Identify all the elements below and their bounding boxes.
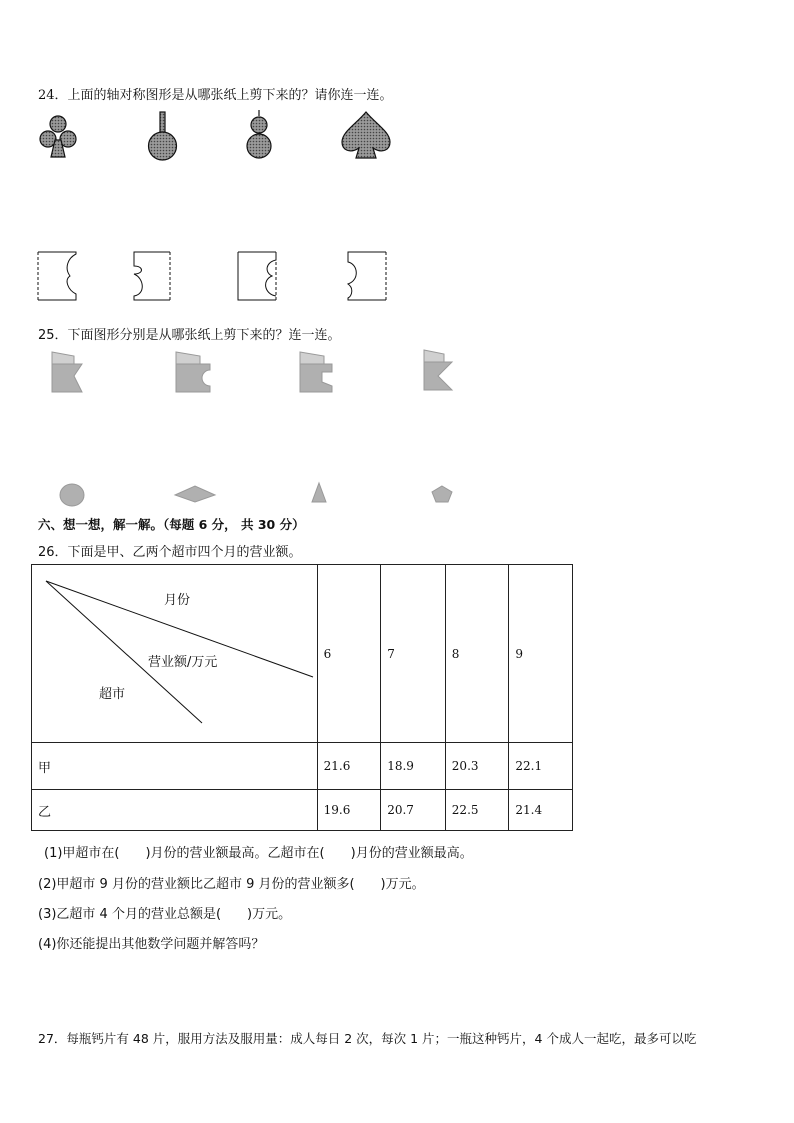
rhombus-icon bbox=[175, 486, 215, 502]
value-cell: 20.7 bbox=[381, 790, 446, 831]
triangle-icon bbox=[312, 483, 326, 502]
q26-sub-1: (1)甲超市在( )月份的营业额最高。乙超市在( )月份的营业额最高。 bbox=[44, 846, 473, 861]
market-name-cell: 甲 bbox=[32, 743, 318, 790]
header-revenue-label: 营业额/万元 bbox=[148, 655, 218, 670]
spade-icon bbox=[342, 112, 390, 158]
value-cell: 22.5 bbox=[445, 790, 509, 831]
half-club-cut-paper bbox=[38, 252, 76, 300]
value-cell: 21.4 bbox=[509, 790, 573, 831]
q24-text: 24．上面的轴对称图形是从哪张纸上剪下来的？请你连一连。 bbox=[38, 88, 393, 103]
month-header-cell: 9 bbox=[509, 565, 573, 743]
q25-shapes bbox=[40, 478, 480, 512]
q26-sub-4: (4)你还能提出其他数学问题并解答吗？ bbox=[38, 937, 265, 952]
q24-top-figures bbox=[30, 110, 410, 170]
header-market-label: 超市 bbox=[99, 687, 126, 702]
pentagon-icon bbox=[432, 486, 452, 502]
folded-paper-triangle-cut bbox=[424, 350, 452, 390]
folded-paper-slant-cut bbox=[52, 352, 82, 392]
revenue-table bbox=[31, 564, 573, 831]
half-spade-cut-paper bbox=[348, 252, 386, 300]
value-cell: 19.6 bbox=[317, 790, 381, 831]
q26-text: 26．下面是甲、乙两个超市四个月的营业额。 bbox=[38, 545, 302, 560]
q25-text: 25．下面图形分别是从哪张纸上剪下来的？连一连。 bbox=[38, 328, 341, 343]
q25-folded-papers bbox=[40, 346, 480, 400]
month-header-cell: 6 bbox=[317, 565, 381, 743]
folded-paper-semicircle-cut bbox=[176, 352, 210, 392]
spoon-icon bbox=[149, 112, 177, 160]
q24-paper-figures bbox=[30, 246, 410, 306]
q26-sub-3: (3)乙超市 4 个月的营业总额是( )万元。 bbox=[38, 907, 292, 922]
folded-paper-step-cut bbox=[300, 352, 332, 392]
month-header-cell: 8 bbox=[445, 565, 509, 743]
value-cell: 18.9 bbox=[381, 743, 446, 790]
value-cell: 22.1 bbox=[509, 743, 573, 790]
half-spoon-cut-paper bbox=[134, 252, 170, 300]
value-cell: 21.6 bbox=[317, 743, 381, 790]
month-header-cell: 7 bbox=[381, 565, 446, 743]
q27-text: 27．每瓶钙片有 48 片，服用方法及服用量：成人每日 2 次，每次 1 片；一瓶这种钙片，4 个成人一起吃，最多可以吃 bbox=[38, 1031, 697, 1046]
header-month-label: 月份 bbox=[164, 593, 191, 608]
value-cell: 20.3 bbox=[445, 743, 509, 790]
gourd-icon bbox=[247, 110, 271, 158]
table-row bbox=[32, 743, 573, 790]
section-6-title: 六、想一想，解一解。（每题 6 分， 共 30 分） bbox=[38, 517, 305, 532]
half-gourd-cut-paper bbox=[238, 252, 276, 300]
table-row bbox=[32, 790, 573, 831]
table-header-diagonal-cell bbox=[32, 565, 318, 743]
q26-sub-2: (2)甲超市 9 月份的营业额比乙超市 9 月份的营业额多( )万元。 bbox=[38, 877, 425, 892]
market-name-cell: 乙 bbox=[32, 790, 318, 831]
club-icon bbox=[40, 116, 76, 157]
circle-icon bbox=[60, 484, 84, 506]
